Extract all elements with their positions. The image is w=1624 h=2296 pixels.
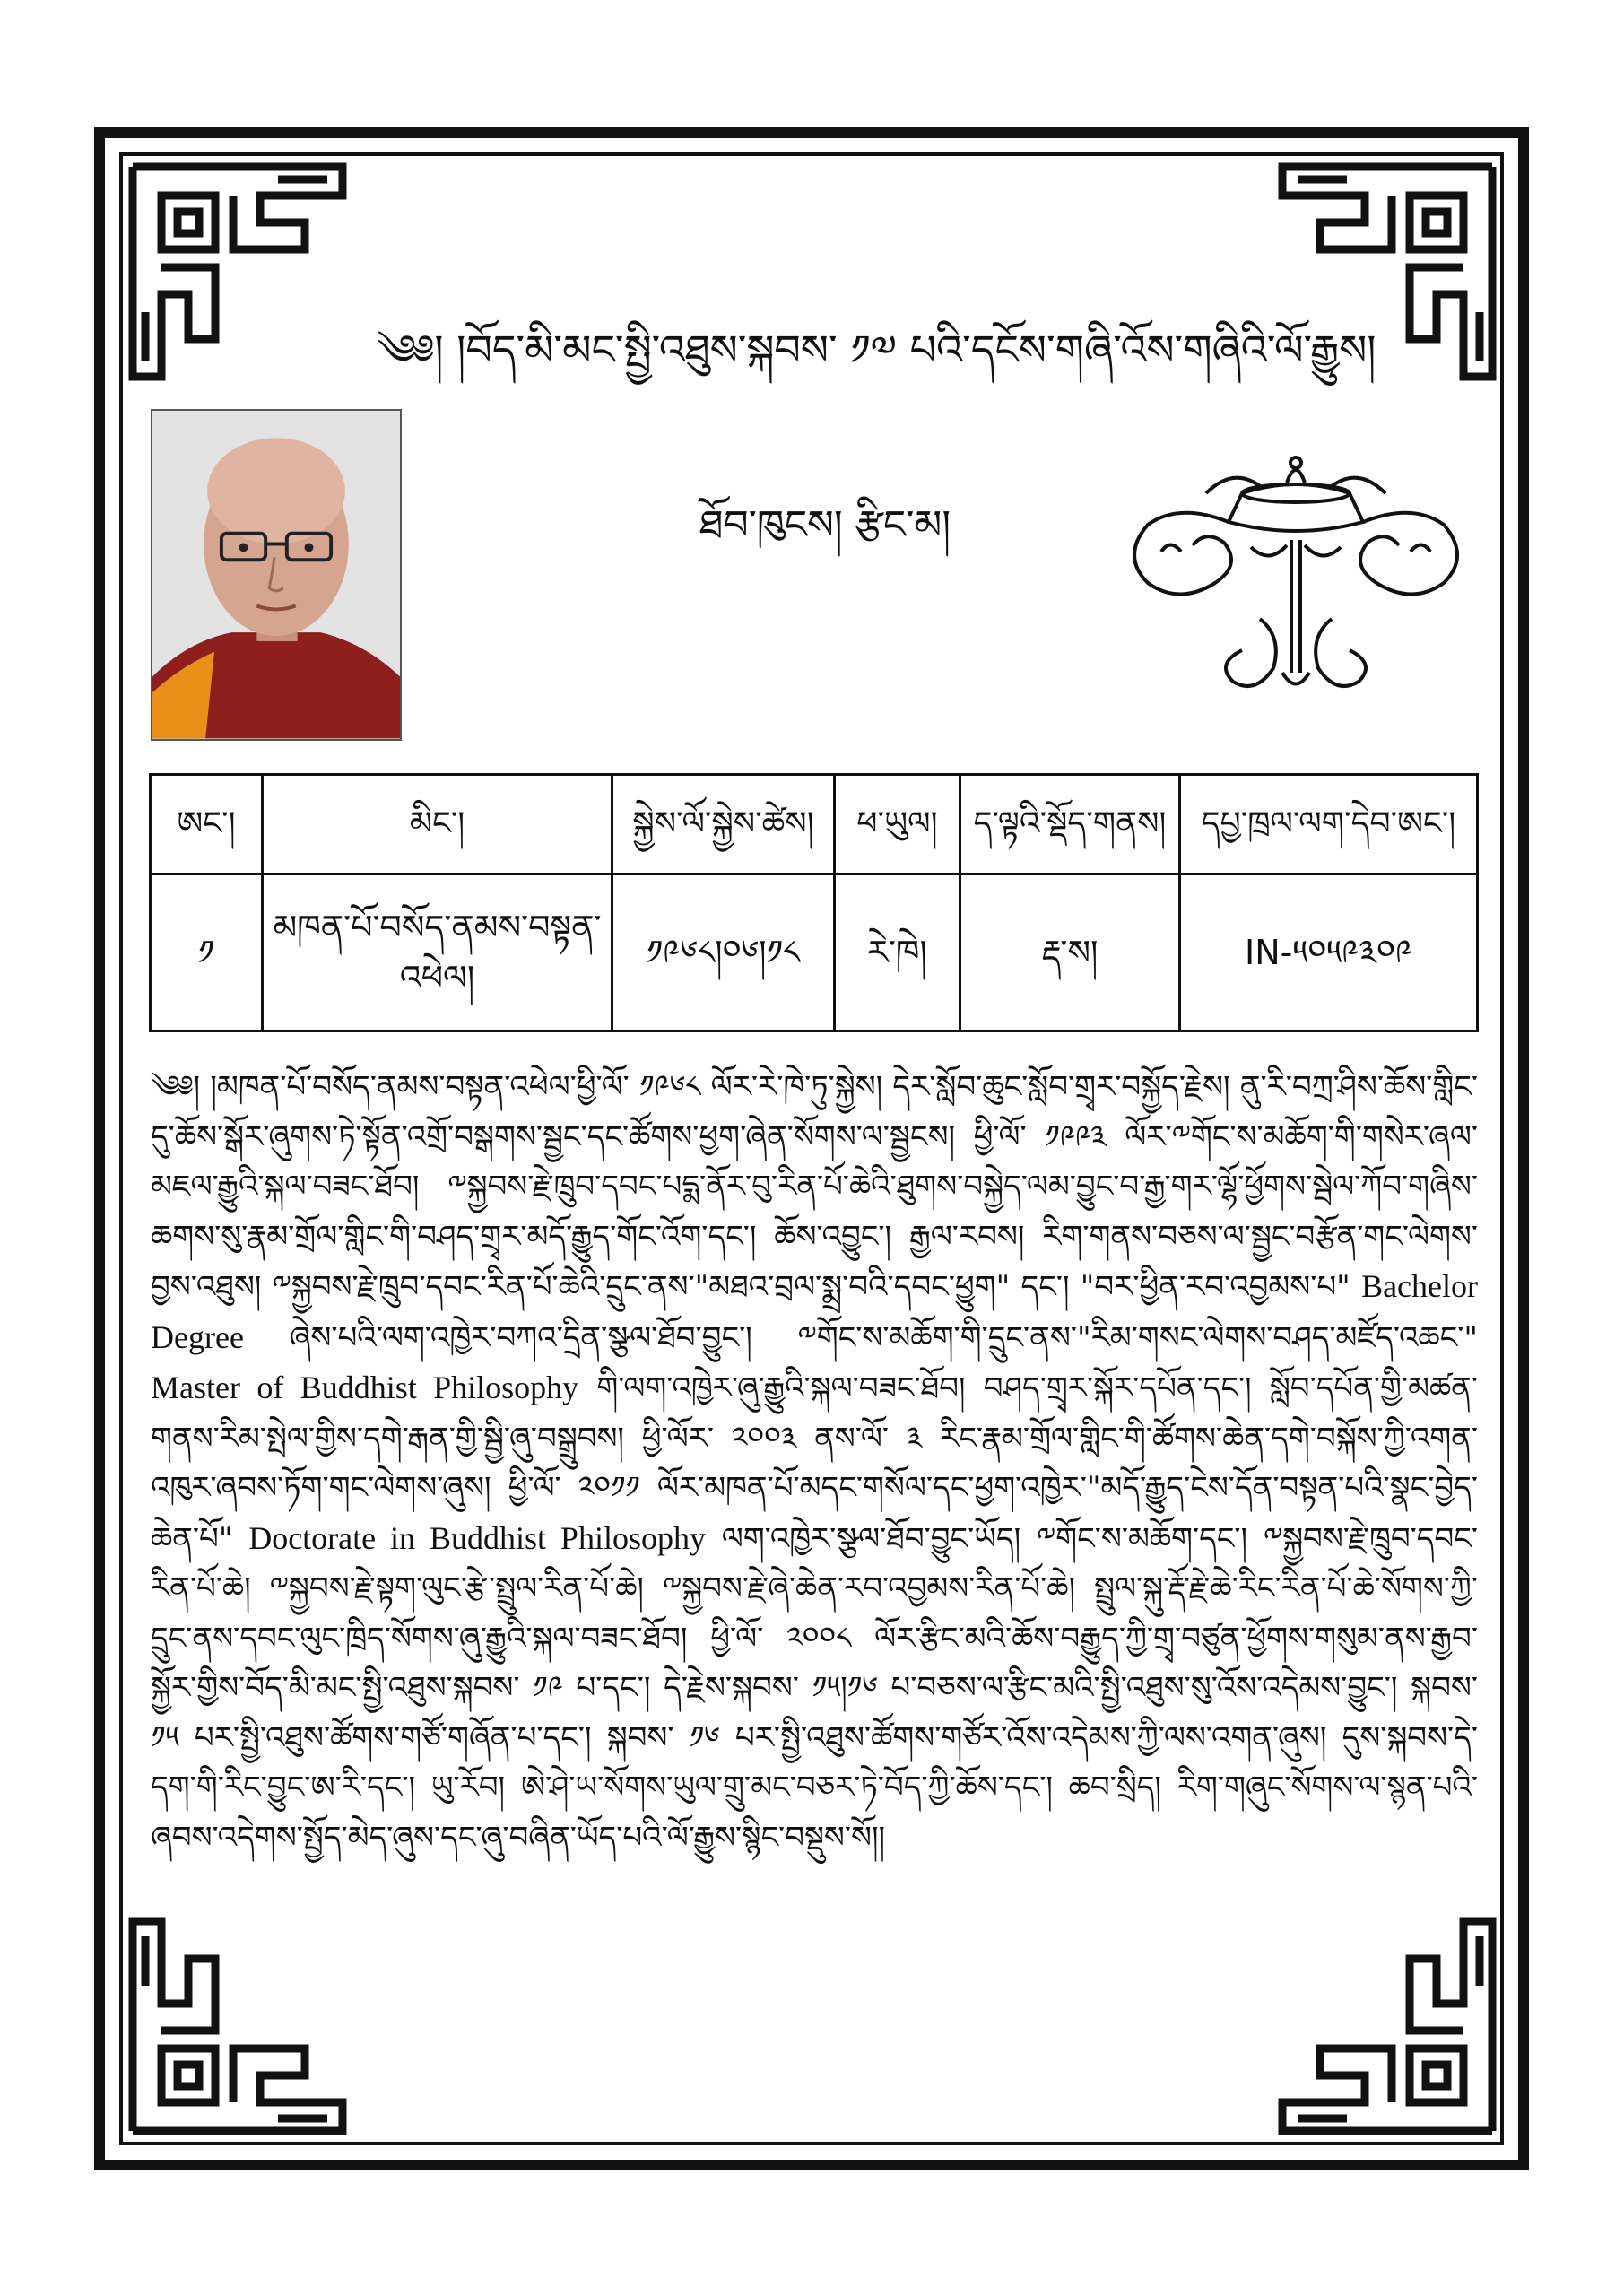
cell-bluebook: IN-༥༠༥༩༣༠༩ [1180, 874, 1478, 1031]
corner-ornament-top-left [126, 160, 350, 384]
table-header-row [151, 775, 1478, 874]
cell-dob: ༡༩༦༨།༠༦།༡༨ [612, 874, 835, 1031]
bio-part: དང་། [1020, 1269, 1081, 1305]
bio-part: ༄༅། །མཁན་པོ་བསོད་ནམས་བསྟན་འཕེལ་ཕྱི་ལོ་ ༡༩༦༨ ལོར་རེ་ཁེ་ཏུ་སྐྱེས། དེར་སློབ་ཆུང་སློབ་གྲྭར་བསྐྱོད་རྗེས། ནུ་རི་བཀྲ་ཤིས་ཆོས་གླིང་དུ་ཆོས་སྒོར་ཞུགས་ཏེ་སྟོན་འགྲོ་བསྒགས་སྦྱང་དང་ཚོགས་ཕྱག་ཞེན་སོགས་ལ་སྦྱངས། ཕྱི་ལོ་ ༡༩༩༣ ལོར་༸གོང་ས་མཆོག་གི་གསེར་ཞལ་མཇལ་རྒྱུའི་སྐལ་བཟང་ཐོབ། ༸སྐྱབས་རྗེ་ཁྲུབ་དབང་པདྨ་ནོར་བུ་རིན་པོ་ཆེའི་ཐུགས་བསྐྱེད་ལམ་བྱུང་བ་རྒྱ་གར་ལྷོ་ཕྱོགས་སྦེལ་ཀོབ་གཞིས་ཆགས་སུ་རྣམ་གྲོལ་གླིང་གི་བཤད་གྲྭར་མདོ་རྒྱུད་གོང་འོག་དང་། ཆོས་འབྱུང་། རྒྱལ་རབས། རིག་གནས་བཅས་ལ་སྦྱང་བརྩོན་གང་ལེགས་བྱས་འཐུས། ༸སྐྱབས་རྗེ་ཁྲུབ་དབང་རིན་པོ་ཆེའི་དྲུང་ནས་ [151, 1069, 1478, 1305]
cell-name: མཁན་པོ་བསོད་ནམས་བསྟན་འཕེལ། [263, 874, 612, 1031]
bio-title-4: མདོ་རྒྱུད་ངེས་དོན་བསྟན་པའི་སྣང་བྱེད་ཆེན་པོ [151, 1470, 1478, 1557]
corner-ornament-bottom-left [126, 1914, 350, 2138]
bio-degree-doctorate: Doctorate in Buddhist Philosophy [248, 1519, 706, 1556]
header-name: མིང་། [263, 775, 612, 874]
bio-degree-master: Master of Buddhist Philosophy [151, 1370, 579, 1405]
bio-part: གི་ལག་འཁྱེར་ཞུ་རྒྱུའི་སྐལ་བཟང་ཐོབ། བཤད་གྲྭར་སྐོར་དཔོན་དང་། སློབ་དཔོན་གྱི་མཚན་གནས་རིམ་སྤེལ་གྱིས་དགེ་རྒན་གྱི་སྦྱི་ཞུ་བསྒྲུབས། ཕྱི་ལོར་ ༢༠༠༣ ནས་ལོ་ ༣ རིང་རྣམ་གྲོལ་གླིང་གི་ཚོགས་ཆེན་དགེ་བསྐོས་ཀྱི་འགན་འཁུར་ཞབས་ཏོག་གང་ལེགས་ཞུས། ཕྱི་ལོ་ ༢༠༡༡ ལོར་མཁན་པོ་མདང་གསོལ་དང་ཕྱག་འཁྱེར་ [151, 1370, 1479, 1506]
page-title: ༄༅། །བོད་མི་མང་སྤྱི་འཐུས་སྐབས་ ༡༧ པའི་དངོས་གཞི་འོས་གཞིའི་ལོ་རྒྱུས། [377, 326, 1376, 374]
portrait-photo [151, 409, 402, 741]
bio-title-2: བར་ཕྱིན་རབ་འབྱམས་པ [1094, 1269, 1337, 1305]
header-dob: སྐྱེས་ལོ་སྐྱེས་ཚེས། [612, 775, 835, 874]
table-row [151, 874, 1478, 1031]
cell-birthplace: རེ་ཁེ། [835, 874, 960, 1031]
parliament-emblem [1107, 439, 1484, 700]
bio-part: ཞེས་པའི་ལག་འཁྱེར་བཀའ་དྲིན་སྩལ་ཐོབ་བྱུང་། ༸གོང་ས་མཆོག་གི་དྲུང་ནས་ [289, 1319, 1077, 1356]
header-residence: ད་ལྟའི་སྡོད་གནས། [960, 775, 1180, 874]
bio-degree-bachelor: Bachelor Degree [151, 1268, 1478, 1355]
header-birthplace: ཕ་ཡུལ། [835, 775, 960, 874]
bio-part: ལག་འཁྱེར་སྩལ་ཐོབ་བྱུང་ཡོད། ༸གོང་ས་མཆོག་དང་། ༸སྐྱབས་རྗེ་ཁྲུབ་དབང་རིན་པོ་ཆེ། ༸སྐྱབས་རྗེ་སྟག་ལུང་རྩེ་སྤྲུལ་རིན་པོ་ཆེ། ༸སྐྱབས་རྗེ་ཞེ་ཆེན་རབ་འབྱམས་རིན་པོ་ཆེ། སྤྲུལ་སྐུ་རྡོ་རྗེ་ཆེ་རིང་རིན་པོ་ཆེ་སོགས་ཀྱི་དྲུང་ནས་དབང་ལུང་ཁྲིད་སོགས་ཞུ་རྒྱུའི་སྐལ་བཟང་ཐོབ། ཕྱི་ལོ་ ༢༠༠༨ ལོར་རྩིང་མའི་ཆོས་བརྒྱུད་ཀྱི་གྲྭ་བཙུན་ཕྱོགས་གསུམ་ནས་རྒྱབ་སྐྱོར་གྱིས་བོད་མི་མང་སྤྱི་འཐུས་སྐབས་ ༡༩ པ་དང་། དེ་རྗེས་སྐབས་ ༡༥།༡༦ པ་བཅས་ལ་རྩིང་མའི་སྤྱི་འཐུས་སུ་འོས་འདེམས་བྱུང་། སྐབས་ ༡༥ པར་སྤྱི་འཐུས་ཚོགས་གཙོ་གཞོན་པ་དང་། སྐབས་ ༡༦ པར་སྤྱི་འཐུས་ཚོགས་གཙོར་འོས་འདེམས་ཀྱི་ལས་འགན་ཞུས། དུས་སྐབས་དེ་དག་གི་རིང་བྱུང་ཨ་རི་དང་། ཡུ་རོབ། ཨེ་ཤེ་ཡ་སོགས་ཡུལ་གྲུ་མང་བཅར་ཏེ་བོད་ཀྱི་ཆོས་དང་། ཆབ་སྲིད། རིག་གཞུང་སོགས་ལ་སྙན་པའི་ཞབས་འདེགས་སྤྱོད་མེད་ཞུས་དང་ཞུ་བཞིན་ཡོད་པའི་ལོ་རྒྱུས་སྙིང་བསྡུས་སོ།། [151, 1520, 1478, 1856]
member-info-table [149, 773, 1479, 1032]
biography-text: ༄༅། །མཁན་པོ་བསོད་ནམས་བསྟན་འཕེལ་ཕྱི་ལོ་ ༡༩༦༨ ལོར་རེ་ཁེ་ཏུ་སྐྱེས། དེར་སློབ་ཆུང་སློབ་གྲྭར་བསྐྱོད་རྗེས། ནུ་རི་བཀྲ་ཤིས་ཆོས་གླིང་དུ་ཆོས་སྒོར་ཞུགས་ཏེ་སྟོན་འགྲོ་བསྒགས་སྦྱང་དང་ཚོགས་ཕྱག་ཞེན་སོགས་ལ་སྦྱངས། ཕྱི་ལོ་ ༡༩༩༣ ལོར་༸གོང་ས་མཆོག་གི་གསེར་ཞལ་མཇལ་རྒྱུའི་སྐལ་བཟང་ཐོབ། ༸སྐྱབས་རྗེ་ཁྲུབ་དབང་པདྨ་ནོར་བུ་རིན་པོ་ཆེའི་ཐུགས་བསྐྱེད་ལམ་བྱུང་བ་རྒྱ་གར་ལྷོ་ཕྱོགས་སྦེལ་ཀོབ་གཞིས་ཆགས་སུ་རྣམ་གྲོལ་གླིང་གི་བཤད་གྲྭར་མདོ་རྒྱུད་གོང་འོག་དང་། ཆོས་འབྱུང་། རྒྱལ་རབས། རིག་གནས་བཅས་ལ་སྦྱང་བརྩོན་གང་ལེགས་བྱས་འཐུས། ༸སྐྱབས་རྗེ་ཁྲུབ་དབང་རིན་པོ་ཆེའི་དྲུང་ནས་"མཐའ་བྲལ་སྨྲ་བའི་དབང་ཕྱུག" དང་། "བར་ཕྱིན་རབ་འབྱམས་པ" Bachelor Degree ཞེས་པའི་ལག་འཁྱེར་བཀའ་དྲིན་སྩལ་ཐོབ་བྱུང་། ༸གོང་ས་མཆོག་གི་དྲུང་ནས་"རིམ་གསང་ལེགས་བཤད་མཛོད་འཆང་" Master of Buddhist Philosophy གི་ལག་འཁྱེར་ཞུ་རྒྱུའི་སྐལ་བཟང་ཐོབ། བཤད་གྲྭར་སྐོར་དཔོན་དང་། སློབ་དཔོན་གྱི་མཚན་གནས་རིམ་སྤེལ་གྱིས་དགེ་རྒན་གྱི་སྦྱི་ཞུ་བསྒྲུབས། ཕྱི་ལོར་ ༢༠༠༣ ནས་ལོ་ ༣ རིང་རྣམ་གྲོལ་གླིང་གི་ཚོགས་ཆེན་དགེ་བསྐོས་ཀྱི་འགན་འཁུར་ཞབས་ཏོག་གང་ལེགས་ཞུས། ཕྱི་ལོ་ ༢༠༡༡ ལོར་མཁན་པོ་མདང་གསོལ་དང་ཕྱག་འཁྱེར་"མདོ་རྒྱུད་ངེས་དོན་བསྟན་པའི་སྣང་བྱེད་ཆེན་པོ" Doctorate in Buddhist Philosophy ལག་འཁྱེར་སྩལ་ཐོབ་བྱུང་ཡོད། ༸གོང་ས་མཆོག་དང་། ༸སྐྱབས་རྗེ་ཁྲུབ་དབང་རིན་པོ་ཆེ། ༸སྐྱབས་རྗེ་སྟག་ལུང་རྩེ་སྤྲུལ་རིན་པོ་ཆེ། ༸སྐྱབས་རྗེ་ཞེ་ཆེན་རབ་འབྱམས་རིན་པོ་ཆེ། སྤྲུལ་སྐུ་རྡོ་རྗེ་ཆེ་རིང་རིན་པོ་ཆེ་སོགས་ཀྱི་དྲུང་ནས་དབང་ལུང་ཁྲིད་སོགས་ཞུ་རྒྱུའི་སྐལ་བཟང་ཐོབ། ཕྱི་ལོ་ ༢༠༠༨ ལོར་རྩིང་མའི་ཆོས་བརྒྱུད་ཀྱི་གྲྭ་བཙུན་ཕྱོགས་གསུམ་ནས་རྒྱབ་སྐྱོར་གྱིས་བོད་མི་མང་སྤྱི་འཐུས་སྐབས་ ༡༩ པ་དང་། དེ་རྗེས་སྐབས་ ༡༥།༡༦ པ་བཅས་ལ་རྩིང་མའི་སྤྱི་འཐུས་སུ་འོས་འདེམས་བྱུང་། སྐབས་ ༡༥ པར་སྤྱི་འཐུས་ཚོགས་གཙོ་གཞོན་པ་དང་། སྐབས་ ༡༦ པར་སྤྱི་འཐུས་ཚོགས་གཙོར་འོས་འདེམས་ཀྱི་ལས་འགན་ཞུས། དུས་སྐབས་དེ་དག་གི་རིང་བྱུང་ཨ་རི་དང་། ཡུ་རོབ། ཨེ་ཤེ་ཡ་སོགས་ཡུལ་གྲུ་མང་བཅར་ཏེ་བོད་ཀྱི་ཆོས་དང་། ཆབ་སྲིད། རིག་གཞུང་སོགས་ལ་སྙན་པའི་ཞབས་འདེགས་སྤྱོད་མེད་ཞུས་དང་ཞུ་བཞིན་ཡོད་པའི་ལོ་རྒྱུས་སྙིང་བསྡུས་སོ།། [151, 1069, 1479, 1856]
header-bluebook: དཔྱ་ཁྲལ་ལག་དེབ་ཨང་། [1180, 775, 1478, 874]
cell-residence: རྡ་ས། [960, 874, 1180, 1031]
constituency-label: ཐོབ་ཁུངས། རྩིང་མ། [699, 502, 951, 548]
cell-number: ༡ [151, 874, 263, 1031]
corner-ornament-bottom-right [1275, 1914, 1499, 2138]
bio-title-3: རིམ་གསང་ལེགས་བཤད་མཛོད་འཆང་ [1090, 1319, 1464, 1356]
bio-title-1: མཐའ་བྲལ་སྨྲ་བའི་དབང་ཕྱུག [708, 1269, 996, 1305]
header-number: ཨང་། [151, 775, 263, 874]
